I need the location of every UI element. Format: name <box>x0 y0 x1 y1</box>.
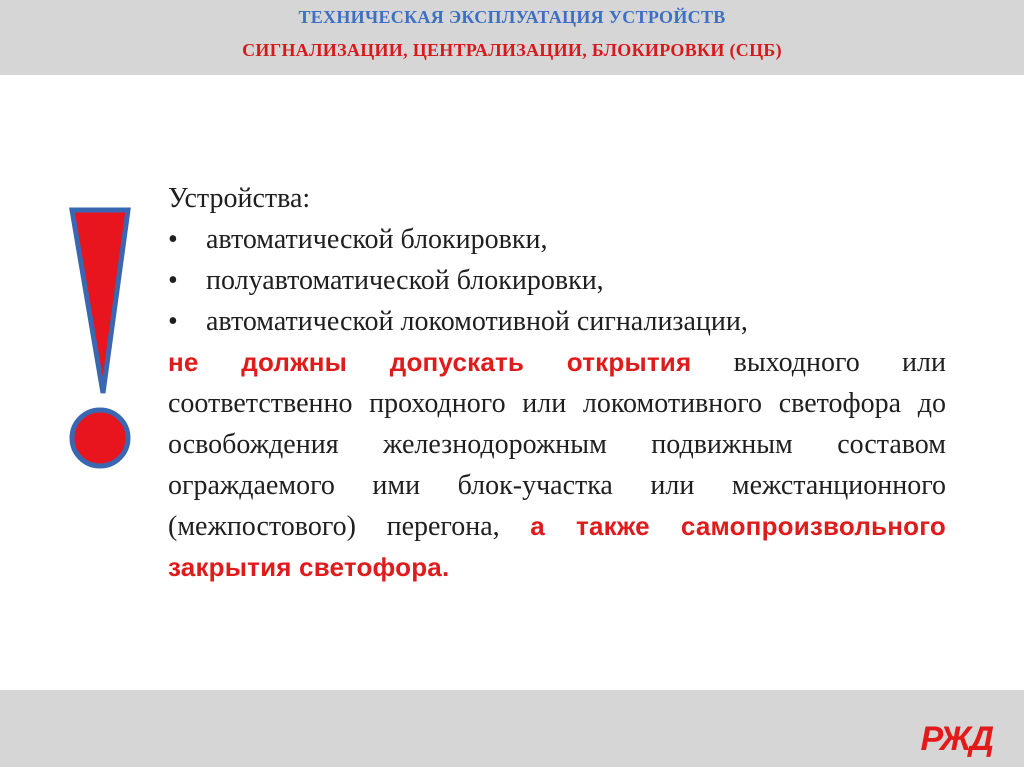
list-item <box>168 260 946 301</box>
bullet-icon: • <box>168 306 178 337</box>
list-item <box>168 301 946 342</box>
intro-text: Устройства: <box>168 183 311 214</box>
device-list <box>168 219 946 342</box>
exclamation-mark-icon <box>66 205 144 475</box>
emphasis-self-closing: а также самопроизвольного закрытия светофора. <box>168 511 946 582</box>
rzd-logo: РЖД <box>920 720 992 758</box>
slide-header <box>0 0 1024 75</box>
requirement-text: выходного или соответственно проходного или локомотивного светофора до освобождения железнодорожным подвижным составом ограждаемого ими блок-участка или межстанционного (межпостового) перегона, <box>168 347 946 542</box>
requirement-paragraph <box>168 342 946 588</box>
list-item-text: полуавтоматической блокировки, <box>206 265 604 296</box>
bullet-icon: • <box>168 224 178 255</box>
slide-body <box>168 178 946 588</box>
header-title-line-2: СИГНАЛИЗАЦИИ, ЦЕНТРАЛИЗАЦИИ, БЛОКИРОВКИ (СЦБ) <box>242 40 782 60</box>
list-item-text: автоматической блокировки, <box>206 224 548 255</box>
bullet-icon: • <box>168 265 178 296</box>
exclamation-dot <box>72 410 128 466</box>
slide-footer <box>0 690 1024 767</box>
list-item-text: автоматической локомотивной сигнализации, <box>206 306 748 337</box>
emphasis-open-signal: не должны допускать открытия <box>168 347 692 377</box>
list-item <box>168 219 946 260</box>
header-title-line-1: ТЕХНИЧЕСКАЯ ЭКСПЛУАТАЦИЯ УСТРОЙСТВ <box>298 7 726 27</box>
exclamation-bar <box>72 210 128 393</box>
